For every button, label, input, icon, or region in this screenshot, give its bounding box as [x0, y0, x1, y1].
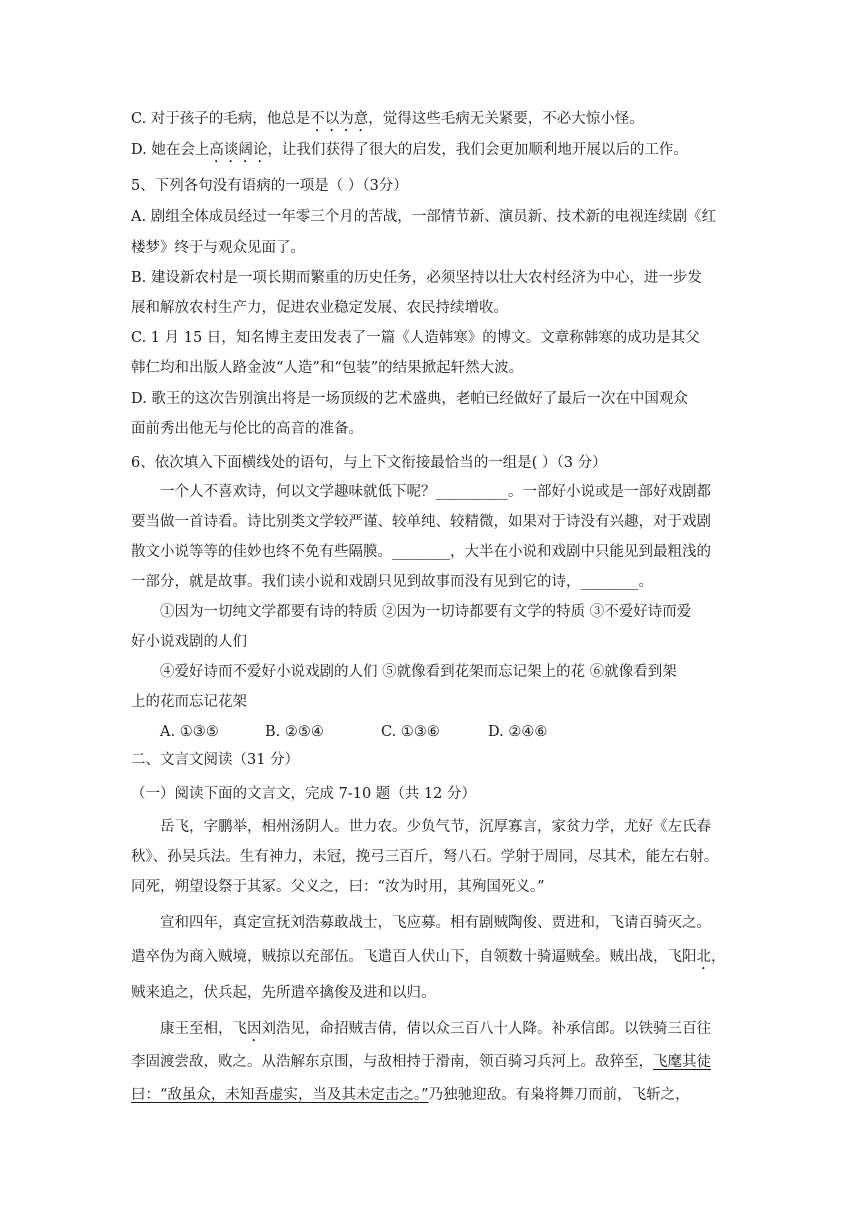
q6-option-d: D. ②④⑥	[488, 724, 548, 740]
underlined-sentence: 飞麾其徒	[653, 1054, 711, 1070]
passage-p1-line2: 秋》、孙吴兵法。生有神力，未冠，挽弓三百斤，弩八石。学射于周同，尽其术，能左右射。	[131, 849, 719, 865]
q6-sentences-line1: ①因为一切纯文学都要有诗的特质 ②因为一切诗都要有文学的特质 ③不爱好诗而爱	[160, 604, 692, 620]
q5-option-a-line2: 楼梦》终于与观众见面了。	[131, 240, 305, 256]
text-segment: 李固渡尝敌，败之。从浩解东京围，与敌相持于滑南，领百骑习兵河上。敌猝至，	[131, 1054, 653, 1070]
passage-p2-line2	[131, 947, 735, 973]
text-segment: 刘浩见，命招贼吉倩，倩以众三百八十人降。补承信郎。以铁骑三百往	[261, 1021, 711, 1037]
passage-p2-line1: 宣和四年，真定宣抚刘浩募敢战士，飞应募。相有剧贼陶俊、贾进和，飞请百骑灭之。	[160, 915, 711, 931]
q6-passage-line4: 一部分，就是故事。我们读小说和戏剧只见到故事而没有见到它的诗，________。	[131, 574, 653, 590]
passage-p3-line2	[131, 1052, 735, 1072]
q6-passage-line3: 散文小说等等的佳妙也终不免有些隔膜。________，大半在小说和戏剧中只能见到最粗浅的	[131, 544, 711, 560]
q5-option-d-line1: D. 歌王的这次告别演出将是一场顶级的艺术盛典，老帕已经做好了最后一次在中国观众	[131, 391, 688, 407]
text-segment: ，觉得这些毛病无关紧要，不必大惊小怪。	[368, 111, 644, 127]
q6-sentences-line3: ④爱好诗而不爱好小说戏剧的人们 ⑤就像看到花架而忘记架上的花 ⑥就像看到架	[160, 664, 677, 680]
q6-option-a: A. ①③⑤	[160, 724, 219, 740]
q5-option-b-line1: B. 建设新农村是一项长期而繁重的历史任务，必须坚持以壮大农村经济为中心，进一步发	[131, 270, 702, 286]
q5-stem: 5、下列各句没有语病的一项是（ ）（3分）	[131, 178, 408, 194]
text-segment: 遣卒伪为商入贼境，贼掠以充部伍。飞遣百人伏山下，自领数十骑逼贼垒。贼出战，飞阳	[131, 949, 697, 965]
passage-p3-line3	[131, 1085, 735, 1105]
section-subtitle: （一）阅读下面的文言文，完成 7-10 题（共 12 分）	[131, 786, 476, 802]
q6-passage-line2: 要当做一首诗看。诗比别类文学较严谨、较单纯、较精微，如果对于诗没有兴趣，对于戏剧	[131, 514, 711, 530]
text-segment: ，让我们获得了很大的启发，我们会更加顺利地开展以后的工作。	[267, 142, 688, 158]
text-segment: C. 对于孩子的毛病，他总是	[131, 111, 311, 127]
q5-option-c-line1: C. 1 月 15 日，知名博主麦田发表了一篇《人造韩寒》的博文。文章称韩寒的成功是其父	[131, 330, 700, 346]
passage-p2-line3: 贼来追之，伏兵起，先所遣卒擒俊及进和以归。	[131, 985, 436, 1001]
q6-option-b: B. ②⑤④	[265, 724, 324, 740]
underlined-sentence: 曰：“敌虽众，未知吾虚实，当及其未定击之。”	[131, 1087, 429, 1103]
q6-sentences-line2: 好小说戏剧的人们	[131, 634, 247, 650]
q4-option-c	[131, 109, 735, 135]
emphasized-phrase: 高谈阔论	[209, 142, 268, 158]
q5-option-d-line2: 面前秀出他无与伦比的高音的准备。	[131, 421, 363, 437]
text-segment: 乃独驰迎敌。有枭将舞刀而前，飞斩之，	[428, 1087, 690, 1103]
passage-p1-line1: 岳飞，字鹏举，相州汤阴人。世力农。少负气节，沉厚寡言，家贫力学，尤好《左氏春	[160, 819, 711, 835]
section-title: 二、文言文阅读（31 分）	[131, 752, 300, 768]
q4-option-d	[131, 140, 735, 166]
text-segment: 康王至相，飞	[160, 1021, 247, 1037]
q6-stem: 6、依次填入下面横线处的语句，与上下文衔接最恰当的一组是( ）（3 分）	[131, 455, 607, 471]
q5-option-a-line1: A. 剧组全体成员经过一年零三个月的苦战，一部情节新、演员新、技术新的电视连续剧《红	[131, 209, 717, 225]
q6-passage-line1: 一个人不喜欢诗，何以文学趣味就低下呢？__________。一部好小说或是一部好戏剧都	[160, 484, 711, 500]
emphasized-word: 北	[696, 949, 711, 965]
q6-sentences-line4: 上的花而忘记花架	[131, 694, 247, 710]
passage-p1-line3: 同死，朔望设祭于其冢。父义之，曰：“汝为时用，其殉国死义。”	[131, 879, 545, 895]
text-segment: ，	[711, 949, 726, 965]
emphasized-phrase: 不以为意	[310, 111, 369, 127]
emphasized-word: 因	[247, 1021, 262, 1037]
q6-option-c: C. ①③⑥	[381, 724, 440, 740]
q5-option-b-line2: 展和解放农村生产力，促进农业稳定发展、农民持续增收。	[131, 300, 508, 316]
q5-option-c-line2: 韩仁均和出版人路金波“人造”和“包装”的结果掀起轩然大波。	[131, 360, 524, 376]
text-segment: D. 她在会上	[131, 142, 210, 158]
passage-p3-line1	[131, 1019, 735, 1045]
q6-options	[160, 722, 764, 742]
